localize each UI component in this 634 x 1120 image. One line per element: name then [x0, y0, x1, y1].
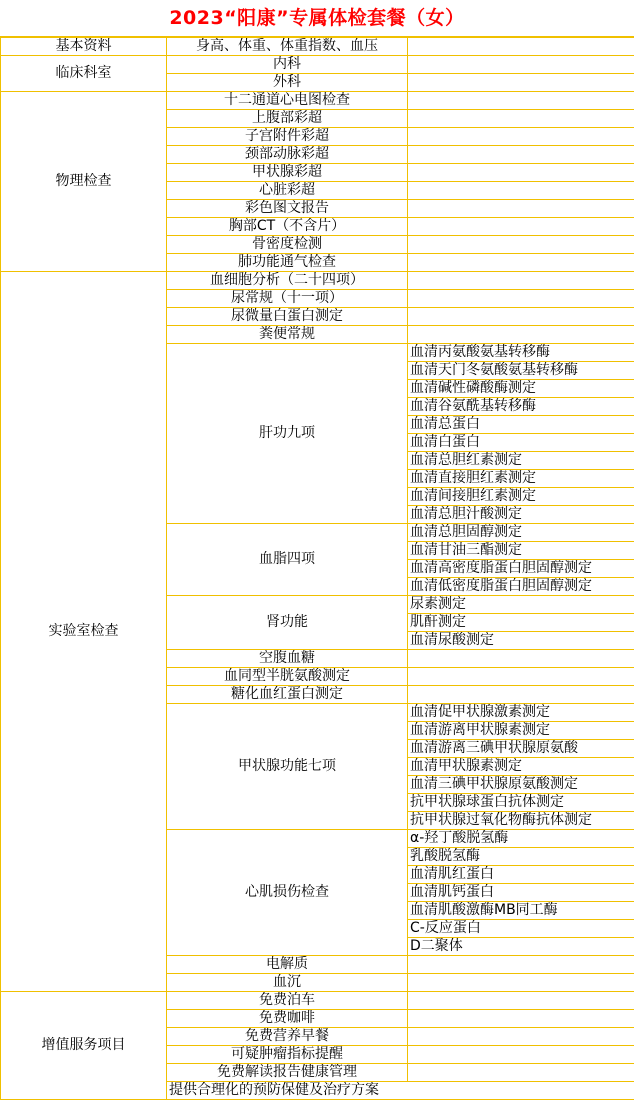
- item-cell: 颈部动脉彩超: [167, 146, 408, 164]
- sub-item-cell: 血清游离甲状腺素测定: [408, 722, 634, 740]
- item-cell: 肾功能: [167, 596, 408, 650]
- item-cell: 外科: [167, 74, 408, 92]
- item-cell: 十二通道心电图检查: [167, 92, 408, 110]
- item-cell: 血细胞分析（二十四项）: [167, 272, 408, 290]
- item-cell: 免费解读报告健康管理: [167, 1064, 408, 1082]
- sub-item-cell: D二聚体: [408, 938, 634, 956]
- item-cell: 骨密度检测: [167, 236, 408, 254]
- empty-cell: [408, 146, 634, 164]
- item-cell: 可疑肿瘤指标提醒: [167, 1046, 408, 1064]
- empty-cell: [408, 110, 634, 128]
- item-cell: 免费咖啡: [167, 1010, 408, 1028]
- item-cell: 免费泊车: [167, 992, 408, 1010]
- empty-cell: [408, 182, 634, 200]
- item-cell: 血沉: [167, 974, 408, 992]
- item-cell: 肺功能通气检查: [167, 254, 408, 272]
- item-cell: 尿微量白蛋白测定: [167, 308, 408, 326]
- empty-cell: [408, 272, 634, 290]
- sub-item-cell: 抗甲状腺过氧化物酶抗体测定: [408, 812, 634, 830]
- item-cell: 血同型半胱氨酸测定: [167, 668, 408, 686]
- empty-cell: [408, 38, 634, 56]
- sub-item-cell: 乳酸脱氢酶: [408, 848, 634, 866]
- item-cell: 心脏彩超: [167, 182, 408, 200]
- sub-item-cell: 血清天门冬氨酸氨基转移酶: [408, 362, 634, 380]
- empty-cell: [408, 74, 634, 92]
- sub-item-cell: 血清间接胆红素测定: [408, 488, 634, 506]
- empty-cell: [408, 974, 634, 992]
- sub-item-cell: 血清丙氨酸氨基转移酶: [408, 344, 634, 362]
- sub-item-cell: 血清肌钙蛋白: [408, 884, 634, 902]
- sub-item-cell: 血清总胆汁酸测定: [408, 506, 634, 524]
- item-cell: 肝功九项: [167, 344, 408, 524]
- page-title: 2023“阳康”专属体检套餐（女）: [0, 0, 634, 37]
- item-cell: 甲状腺功能七项: [167, 704, 408, 830]
- item-cell: 尿常规（十一项）: [167, 290, 408, 308]
- sub-item-cell: 肌酐测定: [408, 614, 634, 632]
- sub-item-cell: 血清总胆固醇测定: [408, 524, 634, 542]
- empty-cell: [408, 992, 634, 1010]
- sub-item-cell: 抗甲状腺球蛋白抗体测定: [408, 794, 634, 812]
- category-cell: 增值服务项目: [1, 992, 167, 1100]
- category-cell: 物理检查: [1, 92, 167, 272]
- sub-item-cell: 血清促甲状腺激素测定: [408, 704, 634, 722]
- item-cell: 内科: [167, 56, 408, 74]
- item-cell: 胸部CT（不含片）: [167, 218, 408, 236]
- empty-cell: [408, 650, 634, 668]
- category-cell: 基本资料: [1, 38, 167, 56]
- sub-item-cell: 血清直接胆红素测定: [408, 470, 634, 488]
- empty-cell: [408, 128, 634, 146]
- empty-cell: [408, 164, 634, 182]
- empty-cell: [408, 308, 634, 326]
- sub-item-cell: 血清高密度脂蛋白胆固醇测定: [408, 560, 634, 578]
- sub-item-cell: 血清尿酸测定: [408, 632, 634, 650]
- sub-item-cell: 血清三碘甲状腺原氨酸测定: [408, 776, 634, 794]
- sub-item-cell: 血清低密度脂蛋白胆固醇测定: [408, 578, 634, 596]
- empty-cell: [408, 956, 634, 974]
- exam-table-body: [1, 38, 634, 1100]
- empty-cell: [408, 1010, 634, 1028]
- sub-item-cell: 血清总胆红素测定: [408, 452, 634, 470]
- item-cell: 免费营养早餐: [167, 1028, 408, 1046]
- sub-item-cell: α-羟丁酸脱氢酶: [408, 830, 634, 848]
- sub-item-cell: 血清碱性磷酸酶测定: [408, 380, 634, 398]
- category-cell: 实验室检查: [1, 272, 167, 992]
- table-row: [1, 92, 634, 110]
- table-row: [1, 272, 634, 290]
- item-cell: 电解质: [167, 956, 408, 974]
- table-row: [1, 56, 634, 74]
- item-cell: 空腹血糖: [167, 650, 408, 668]
- item-cell: 上腹部彩超: [167, 110, 408, 128]
- item-cell: 血脂四项: [167, 524, 408, 596]
- item-cell: 提供合理化的预防保健及治疗方案: [167, 1082, 634, 1100]
- empty-cell: [408, 326, 634, 344]
- sub-item-cell: C-反应蛋白: [408, 920, 634, 938]
- empty-cell: [408, 200, 634, 218]
- sub-item-cell: 血清白蛋白: [408, 434, 634, 452]
- table-row: [1, 38, 634, 56]
- empty-cell: [408, 92, 634, 110]
- item-cell: 心肌损伤检查: [167, 830, 408, 956]
- empty-cell: [408, 1064, 634, 1082]
- sub-item-cell: 血清肌酸激酶MB同工酶: [408, 902, 634, 920]
- empty-cell: [408, 1028, 634, 1046]
- table-row: [1, 992, 634, 1010]
- sub-item-cell: 血清甲状腺素测定: [408, 758, 634, 776]
- sub-item-cell: 血清游离三碘甲状腺原氨酸: [408, 740, 634, 758]
- empty-cell: [408, 254, 634, 272]
- empty-cell: [408, 686, 634, 704]
- sub-item-cell: 血清甘油三酯测定: [408, 542, 634, 560]
- empty-cell: [408, 1046, 634, 1064]
- item-cell: 彩色图文报告: [167, 200, 408, 218]
- sub-item-cell: 血清谷氨酰基转移酶: [408, 398, 634, 416]
- empty-cell: [408, 668, 634, 686]
- item-cell: 身高、体重、体重指数、血压: [167, 38, 408, 56]
- item-cell: 粪便常规: [167, 326, 408, 344]
- empty-cell: [408, 236, 634, 254]
- item-cell: 糖化血红蛋白测定: [167, 686, 408, 704]
- sub-item-cell: 尿素测定: [408, 596, 634, 614]
- item-cell: 甲状腺彩超: [167, 164, 408, 182]
- item-cell: 子宫附件彩超: [167, 128, 408, 146]
- empty-cell: [408, 218, 634, 236]
- sub-item-cell: 血清肌红蛋白: [408, 866, 634, 884]
- sub-item-cell: 血清总蛋白: [408, 416, 634, 434]
- exam-table: [0, 37, 634, 1100]
- empty-cell: [408, 56, 634, 74]
- category-cell: 临床科室: [1, 56, 167, 92]
- empty-cell: [408, 290, 634, 308]
